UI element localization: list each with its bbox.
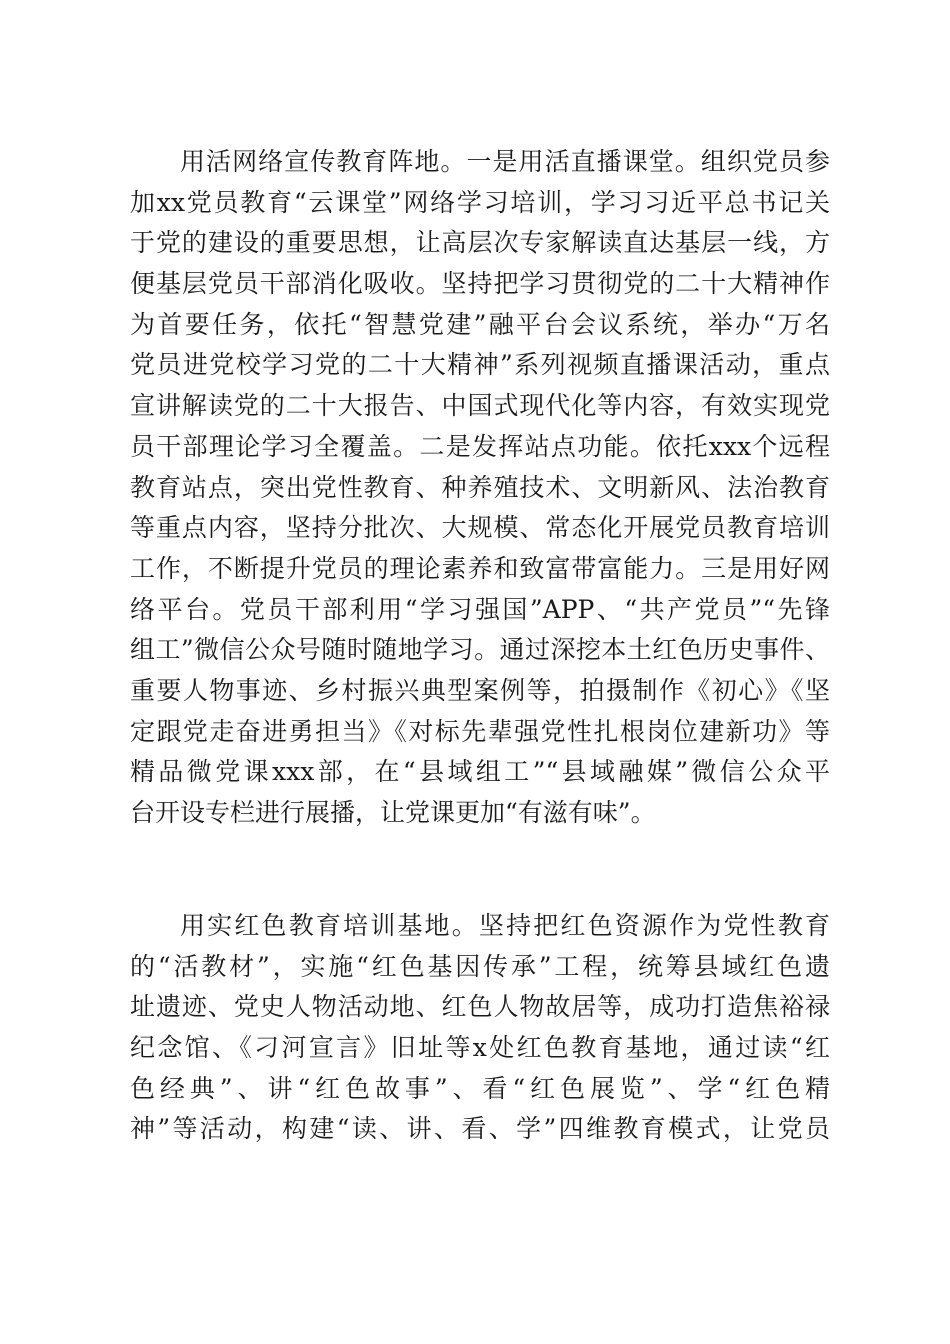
paragraph-line: 色经典”、讲“红色故事”、看“红色展览”、学“红色精 [130,1073,830,1103]
paragraph-line: 教育站点，突出党性教育、种养殖技术、文明新风、法治教育 [130,472,830,502]
paragraph-line: 定跟党走奋进勇担当》《对标先辈强党性扎根岗位建新功》等 [130,716,830,746]
paragraph-line: 的“活教材”，实施“红色基因传承”工程，统筹县域红色遗 [130,951,830,981]
paragraph-line: 址遗迹、党史人物活动地、红色人物故居等，成功打造焦裕禄 [130,992,830,1022]
paragraph-line: 于党的建设的重要思想，让高层次专家解读直达基层一线，方 [130,228,830,258]
paragraph-red-education [130,906,830,1150]
paragraph-line: 党员进党校学习党的二十大精神”系列视频直播课活动，重点 [130,350,830,380]
paragraph-online-education [130,142,830,834]
paragraph-line: 精品微党课xxx部，在“县域组工”“县域融媒”微信公众平 [130,757,830,787]
paragraph-line: 用活网络宣传教育阵地。一是用活直播课堂。组织党员参 [180,147,830,176]
paragraph-line: 等重点内容，坚持分批次、大规模、常态化开展党员教育培训 [130,513,830,543]
paragraph-line: 便基层党员干部消化吸收。坚持把学习贯彻党的二十大精神作 [130,269,830,299]
paragraph-line: 组工”微信公众号随时随地学习。通过深挖本土红色历史事件、 [130,635,830,665]
paragraph-line: 络平台。党员干部利用“学习强国”APP、“共产党员”“先锋 [130,594,830,624]
paragraph-line: 台开设专栏进行展播，让党课更加“有滋有味”。 [130,798,656,827]
paragraph-line: 用实红色教育培训基地。坚持把红色资源作为党性教育 [180,911,830,940]
paragraph-line: 为首要任务，依托“智慧党建”融平台会议系统，举办“万名 [130,309,830,339]
paragraph-line: 加xx党员教育“云课堂”网络学习培训，学习习近平总书记关 [130,187,830,217]
paragraph-line: 员干部理论学习全覆盖。二是发挥站点功能。依托xxx个远程 [130,431,830,461]
paragraph-line: 神”等活动，构建“读、讲、看、学”四维教育模式，让党员 [130,1114,830,1144]
paragraph-line: 重要人物事迹、乡村振兴典型案例等，拍摄制作《初心》《坚 [130,675,830,705]
paragraph-line: 纪念馆、《刁河宣言》旧址等x处红色教育基地，通过读“红 [130,1033,830,1063]
paragraph-line: 工作，不断提升党员的理论素养和致富带富能力。三是用好网 [130,553,830,583]
paragraph-line: 宣讲解读党的二十大报告、中国式现代化等内容，有效实现党 [130,391,830,421]
